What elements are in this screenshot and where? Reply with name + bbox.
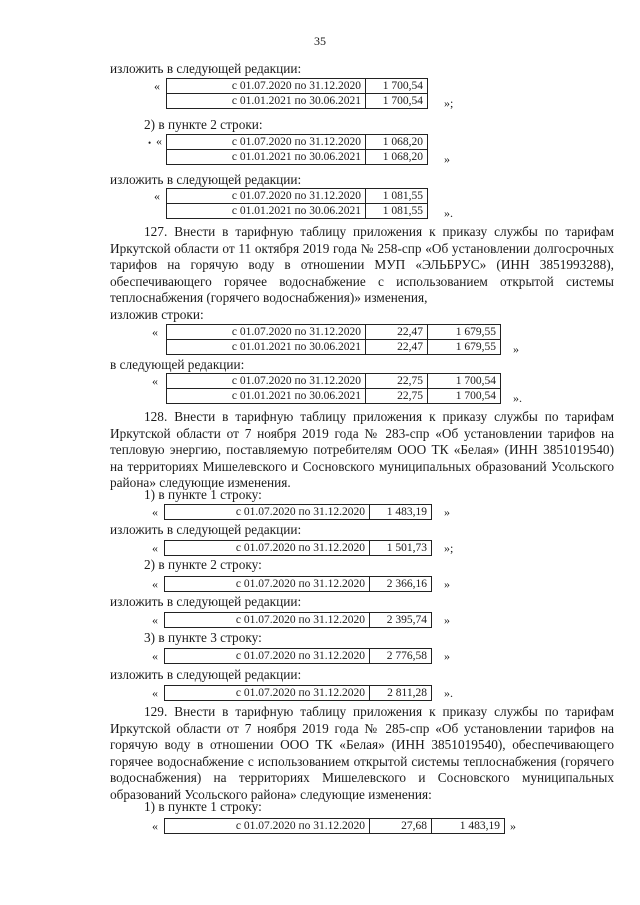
stray-mark: • (148, 138, 152, 148)
open-quote: « (152, 819, 158, 833)
open-quote: « (152, 649, 158, 663)
table-row (165, 505, 432, 520)
tariff-table (166, 188, 428, 219)
period-cell: с 01.07.2020 по 31.12.2020 (167, 325, 366, 340)
period-cell: с 01.07.2020 по 31.12.2020 (165, 819, 370, 834)
tariff-table (166, 373, 501, 404)
open-quote: « (152, 325, 158, 339)
tariff-table (164, 504, 432, 520)
tariff-table (164, 818, 505, 834)
value-cell: 1 679,55 (428, 340, 501, 355)
tariff-table (164, 612, 432, 628)
period-cell: с 01.07.2020 по 31.12.2020 (165, 577, 370, 592)
period-cell: с 01.07.2020 по 31.12.2020 (167, 189, 366, 204)
text-line: изложить в следующей редакции: (110, 522, 302, 537)
period-cell: с 01.01.2021 по 30.06.2021 (167, 389, 366, 404)
value-cell: 1 483,19 (432, 819, 505, 834)
period-cell: с 01.07.2020 по 31.12.2020 (165, 541, 370, 556)
open-quote: « (156, 134, 162, 148)
value-cell: 1 501,73 (370, 541, 432, 556)
table-row (165, 541, 432, 556)
close-quote: » (444, 649, 450, 663)
value-cell: 1 700,54 (428, 374, 501, 389)
open-quote: « (154, 79, 160, 93)
period-cell: с 01.01.2021 по 30.06.2021 (167, 340, 366, 355)
page-number: 35 (314, 34, 326, 48)
close-quote: » (444, 505, 450, 519)
value-cell: 22,47 (366, 325, 428, 340)
close-quote: »; (444, 541, 454, 555)
text-line: изложить в следующей редакции: (110, 667, 302, 682)
text-line: 3) в пункте 3 строку: (144, 630, 262, 645)
text-line: 2) в пункте 2 строки: (144, 117, 263, 132)
value-cell: 22,47 (366, 340, 428, 355)
value-cell: 27,68 (370, 819, 432, 834)
table-row (167, 79, 428, 94)
value-cell: 1 700,54 (366, 94, 428, 109)
close-quote: » (444, 152, 450, 166)
close-quote: » (444, 613, 450, 627)
tariff-table (164, 685, 432, 701)
paragraph-129: 129. Внести в тарифную таблицу приложения к приказу службы по тарифам Иркутской области от 7 ноября 2019 года № 285-спр «Об установлении тарифов на горячую воду в отношении ООО ТК «Белая» (ИНН 3851019540), обеспечивающего горячее водоснабжение с использованием открытой системы теплоснабжения (горячего водоснабжения) на территориях Мишелевского и Сосновского муниципальных образований Усольского района» следующие изменения: (110, 704, 614, 802)
text-line: изложив строки: (110, 307, 204, 322)
text-line: 2) в пункте 2 строку: (144, 557, 262, 572)
table-row (167, 374, 501, 389)
open-quote: « (152, 613, 158, 627)
value-cell: 2 776,58 (370, 649, 432, 664)
table-row (167, 189, 428, 204)
open-quote: « (154, 189, 160, 203)
table-row (167, 325, 501, 340)
tariff-table (164, 576, 432, 592)
text-line: 1) в пункте 1 строку: (144, 799, 262, 814)
value-cell: 1 700,54 (428, 389, 501, 404)
tariff-table (166, 78, 428, 109)
close-quote: ». (513, 391, 522, 405)
text-line: изложить в следующей редакции: (110, 61, 302, 76)
table-row (167, 389, 501, 404)
value-cell: 2 811,28 (370, 686, 432, 701)
close-quote: ». (444, 686, 453, 700)
paragraph-127: 127. Внести в тарифную таблицу приложения к приказу службы по тарифам Иркутской области от 11 октября 2019 года № 258-спр «Об установлении долгосрочных тарифов на горячую воду в отношении МУП «ЭЛЬБРУС» (ИНН 3851993288), обеспечивающего горячее водоснабжение с использованием открытой системы теплоснабжения (горячего водоснабжения)» изменения, (110, 224, 614, 306)
table-row (167, 340, 501, 355)
open-quote: « (152, 541, 158, 555)
paragraph-128: 128. Внести в тарифную таблицу приложения к приказу службы по тарифам Иркутской области от 7 ноября 2019 года № 283-спр «Об установлении тарифов на тепловую энергию, поставляемую потребителям ООО ТК «Белая» (ИНН 3851019540) на территориях Мишелевского и Сосновского муниципальных образований Усольского района» следующие изменения. (110, 409, 614, 491)
value-cell: 1 700,54 (366, 79, 428, 94)
period-cell: с 01.07.2020 по 31.12.2020 (165, 613, 370, 628)
text-line: в следующей редакции: (110, 357, 245, 372)
table-row (165, 577, 432, 592)
period-cell: с 01.01.2021 по 30.06.2021 (167, 94, 366, 109)
table-row (165, 649, 432, 664)
tariff-table (164, 540, 432, 556)
value-cell: 1 483,19 (370, 505, 432, 520)
period-cell: с 01.07.2020 по 31.12.2020 (167, 79, 366, 94)
tariff-table (164, 648, 432, 664)
table-row (167, 94, 428, 109)
table-row (167, 204, 428, 219)
open-quote: « (152, 577, 158, 591)
period-cell: с 01.01.2021 по 30.06.2021 (167, 150, 366, 165)
text-line: изложить в следующей редакции: (110, 172, 302, 187)
period-cell: с 01.07.2020 по 31.12.2020 (165, 686, 370, 701)
open-quote: « (152, 686, 158, 700)
table-row (165, 613, 432, 628)
table-row (165, 686, 432, 701)
close-quote: » (444, 577, 450, 591)
period-cell: с 01.07.2020 по 31.12.2020 (165, 505, 370, 520)
text-line: 1) в пункте 1 строку: (144, 487, 262, 502)
table-row (165, 819, 505, 834)
value-cell: 1 068,20 (366, 150, 428, 165)
tariff-table (166, 134, 428, 165)
close-quote: » (513, 342, 519, 356)
value-cell: 1 081,55 (366, 189, 428, 204)
close-quote: ». (444, 206, 453, 220)
value-cell: 2 366,16 (370, 577, 432, 592)
period-cell: с 01.01.2021 по 30.06.2021 (167, 204, 366, 219)
open-quote: « (152, 505, 158, 519)
open-quote: « (152, 374, 158, 388)
close-quote: » (510, 819, 516, 833)
period-cell: с 01.07.2020 по 31.12.2020 (165, 649, 370, 664)
period-cell: с 01.07.2020 по 31.12.2020 (167, 374, 366, 389)
value-cell: 1 068,20 (366, 135, 428, 150)
value-cell: 22,75 (366, 389, 428, 404)
close-quote: »; (444, 96, 454, 110)
value-cell: 2 395,74 (370, 613, 432, 628)
value-cell: 22,75 (366, 374, 428, 389)
period-cell: с 01.07.2020 по 31.12.2020 (167, 135, 366, 150)
value-cell: 1 081,55 (366, 204, 428, 219)
table-row (167, 150, 428, 165)
value-cell: 1 679,55 (428, 325, 501, 340)
table-row (167, 135, 428, 150)
tariff-table (166, 324, 501, 355)
text-line: изложить в следующей редакции: (110, 594, 302, 609)
